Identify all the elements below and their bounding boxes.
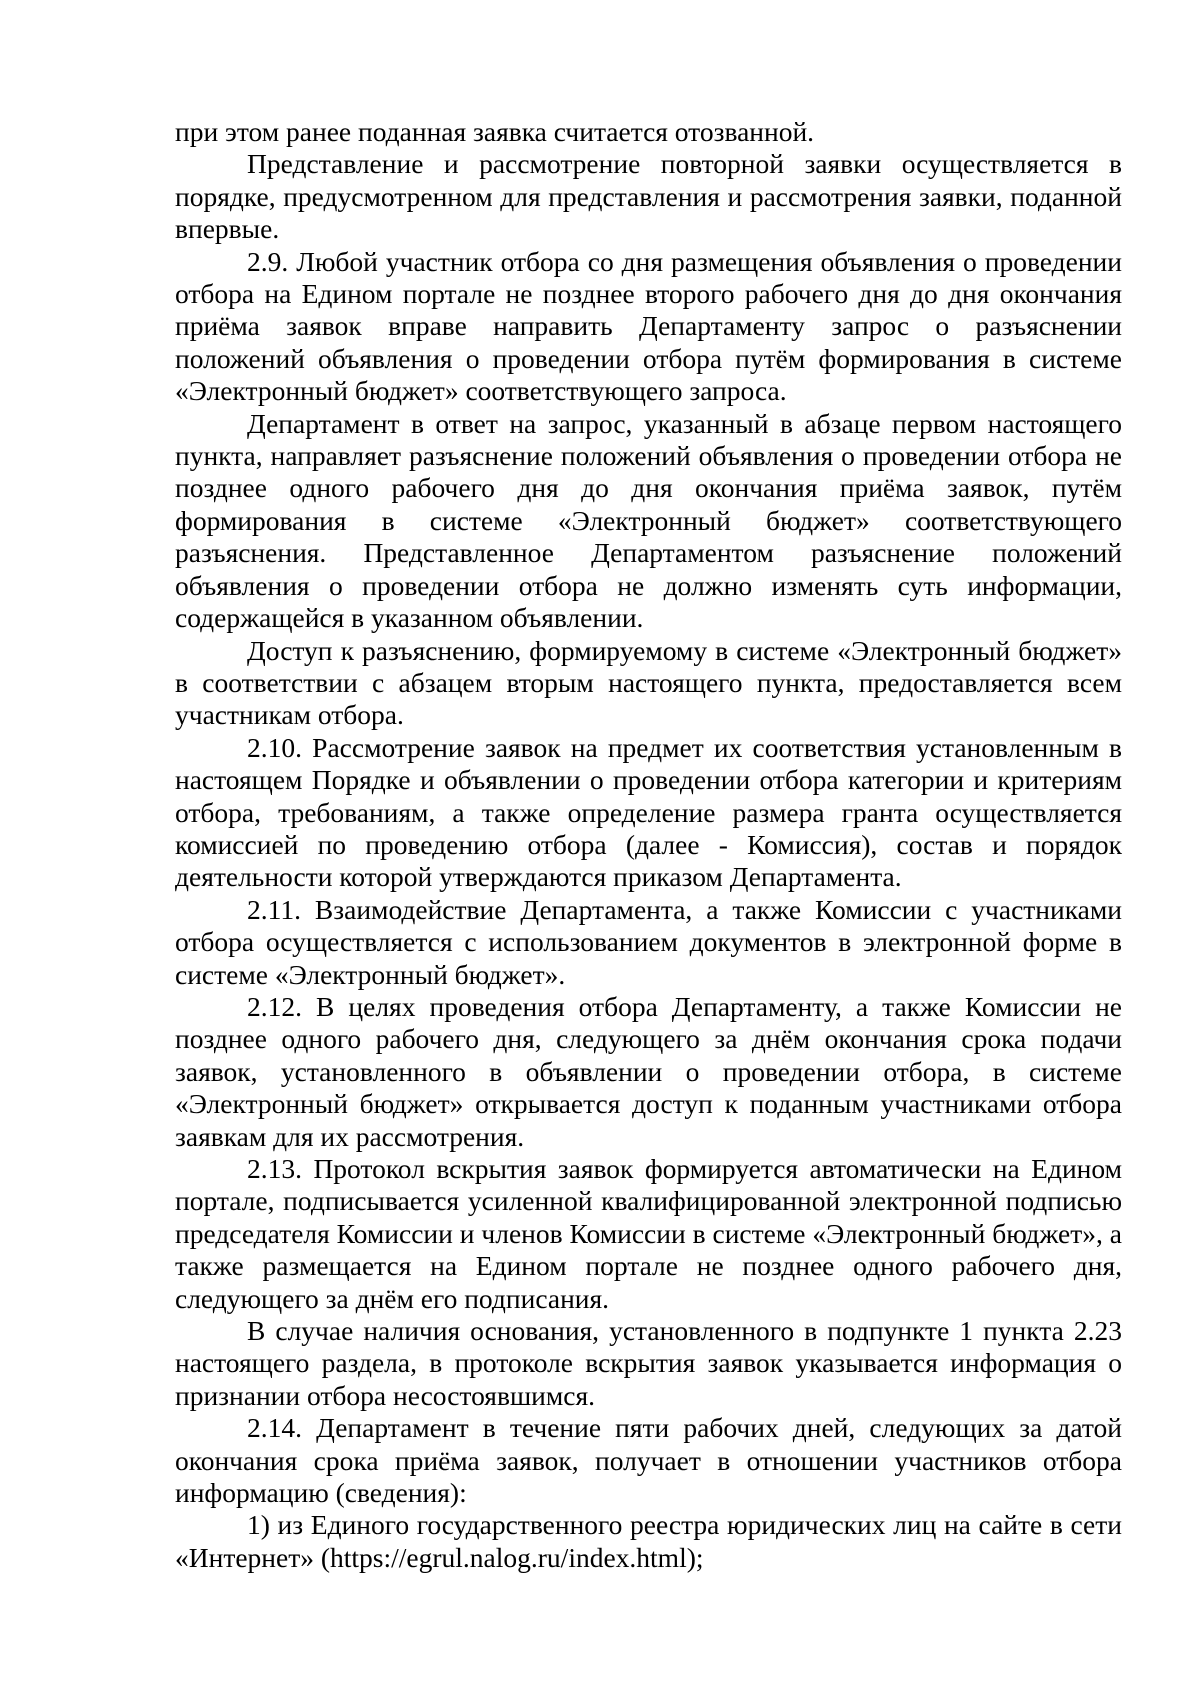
paragraph-repeat-application: Представление и рассмотрение повторной заявки осуществляется в порядке, предусмотренном для представления и рассмотрения заявки, поданной впервые.: [175, 148, 1122, 245]
paragraph-grounds-failed: В случае наличия основания, установленного в подпункте 1 пункта 2.23 настоящего раздела, в протоколе вскрытия заявок указывается информация о признании отбора несостоявшимся.: [175, 1315, 1122, 1411]
paragraph-2-9: 2.9. Любой участник отбора со дня размещения объявления о проведении отбора на Едином портале не позднее второго рабочего дня до дня окончания приёма заявок вправе направить Департаменту запрос о разъяснении положений объявления о проведении отбора путём формирования в системе «Электронный бюджет» соответствующего запроса.: [175, 245, 1122, 407]
paragraph-access-clarification: Доступ к разъяснению, формируемому в системе «Электронный бюджет» в соответствии с абзацем вторым настоящего пункта, предоставляется всем участникам отбора.: [175, 634, 1122, 731]
paragraph-2-10: 2.10. Рассмотрение заявок на предмет их соответствия установленным в настоящем Порядке и объявлении о проведении отбора категории и критериям отбора, требованиям, а также определение размера гранта осуществляется комиссией по проведению отбора (далее - Комиссия), состав и порядок деятельности которой утверждаются приказом Департамента.: [175, 731, 1122, 893]
paragraph-continuation: при этом ранее поданная заявка считается отозванной.: [175, 116, 815, 147]
paragraph-2-14: 2.14. Департамент в течение пяти рабочих дней, следующих за датой окончания срока приёма заявок, получает в отношении участников отбора информацию (сведения):: [175, 1412, 1122, 1509]
paragraph-2-13: 2.13. Протокол вскрытия заявок формируется автоматически на Едином портале, подписывается усиленной квалифицированной электронной подписью председателя Комиссии и членов Комиссии в системе «Электронный бюджет», а также размещается на Едином портале не позднее одного рабочего дня, следующего за днём его подписания.: [175, 1153, 1122, 1314]
document-body: [175, 116, 1122, 1574]
paragraph-2-12: 2.12. В целях проведения отбора Департаменту, а также Комиссии не позднее одного рабочего дня, следующего за днём окончания срока подачи заявок, установленного в объявлении о проведении отбора, в системе «Электронный бюджет» открывается доступ к поданным участниками отбора заявкам для их рассмотрения.: [175, 990, 1122, 1152]
paragraph-department-reply: Департамент в ответ на запрос, указанный в абзаце первом настоящего пункта, направляет разъяснение положений объявления о проведении отбора не позднее одного рабочего дня до дня окончания приёма заявок, путём формирования в системе «Электронный бюджет» соответствующего разъяснения. Представленное Департаментом разъяснение положений объявления о проведении отбора не должно изменять суть информации, содержащейся в указанном объявлении.: [175, 407, 1122, 634]
paragraph-2-11: 2.11. Взаимодействие Департамента, а также Комиссии с участниками отбора осуществляется с использованием документов в электронной форме в системе «Электронный бюджет».: [175, 893, 1122, 990]
paragraph-item-1-egrul: 1) из Единого государственного реестра юридических лиц на сайте в сети «Интернет» (https://egrul.nalog.ru/index.html);: [175, 1509, 1122, 1573]
